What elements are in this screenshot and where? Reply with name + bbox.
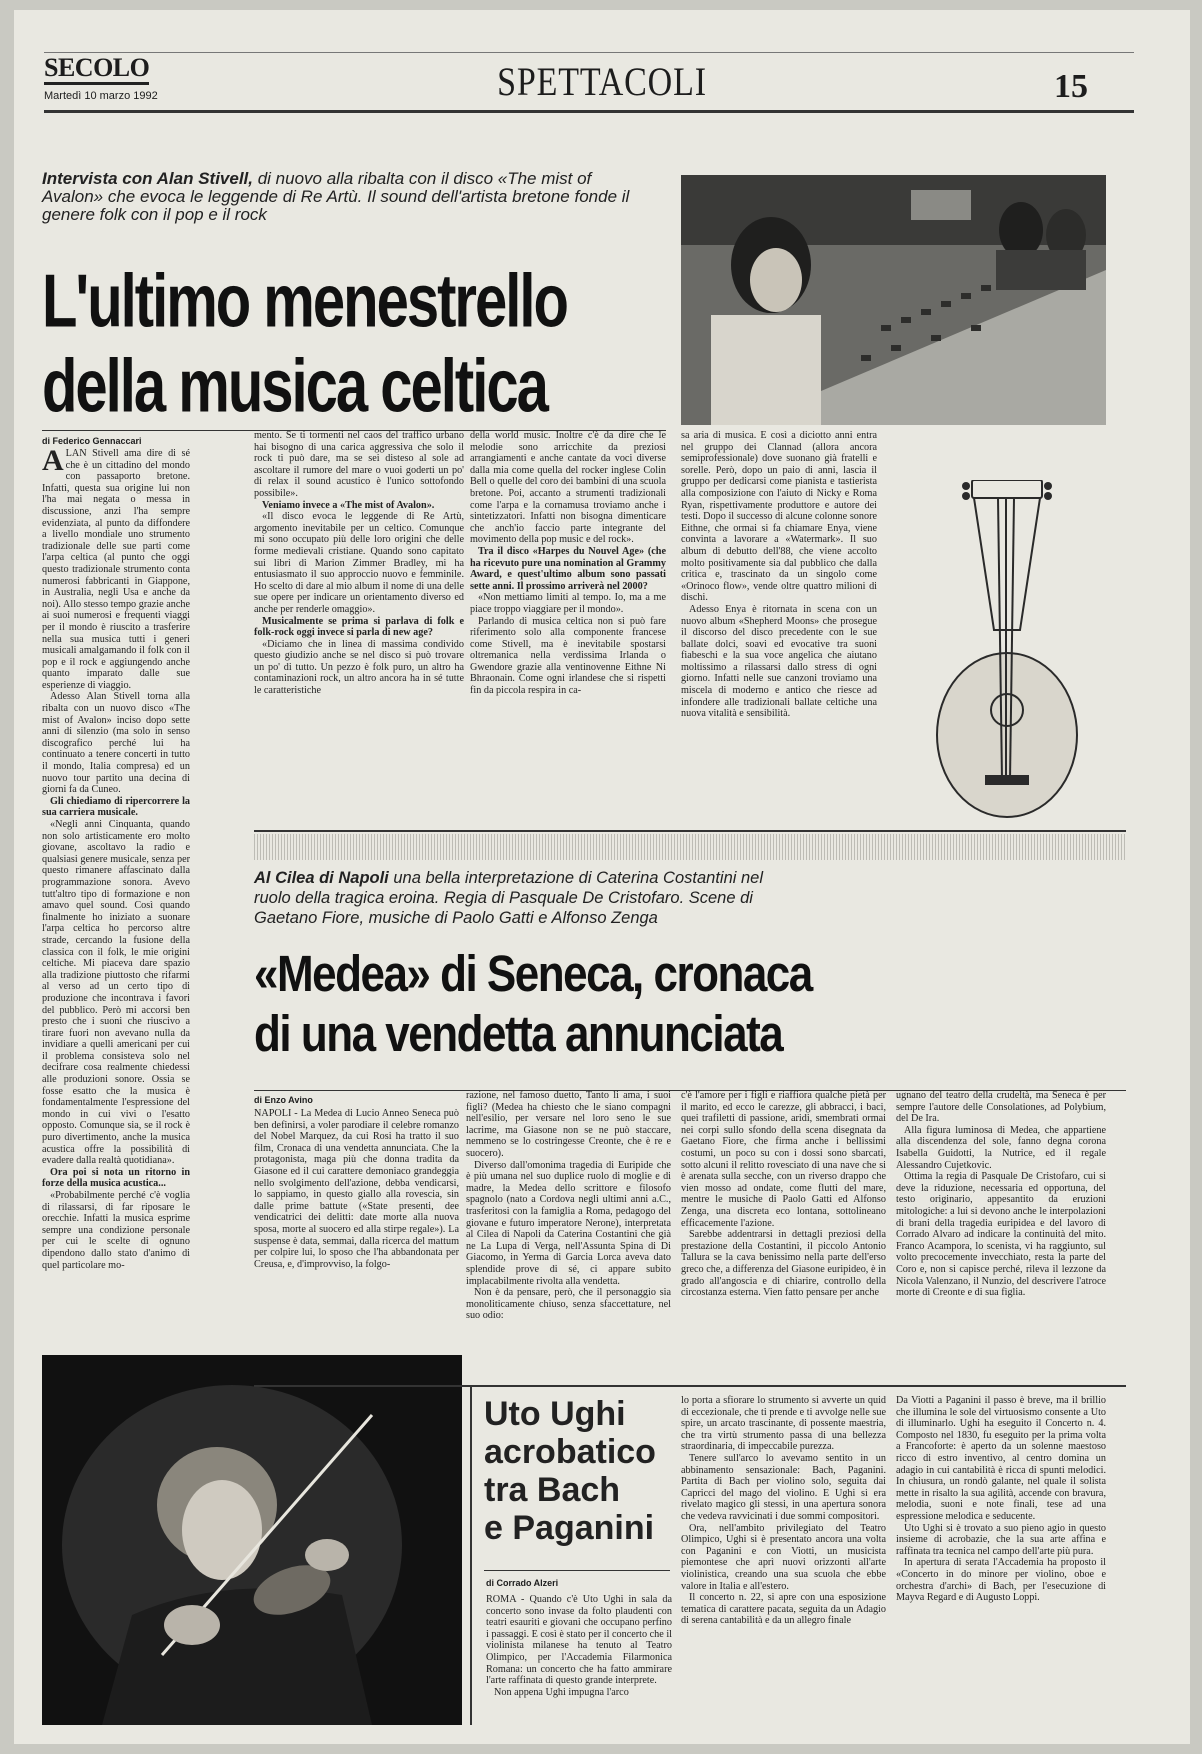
article1-headline-line1: L'ultimo menestrello (42, 258, 567, 344)
article2-col1 (254, 1108, 459, 1340)
article1-col1-p4: «Probabilmente perché c'è voglia di rilassarsi, di far riposare le orecchie. Infatti la musica esprime sempre una condizione personale per cui le scelte di ognuno dipendono dallo stato d'animo di quel particolare mo- (42, 1190, 190, 1271)
article1-col1-p1: LAN Stivell ama dire di sé che è un cittadino del mondo con passaporto bretone. Infatti, questa sua origine lui non l'ha mai negata o messa in discussione, anzi l'ha sempre evidenziata, al punto da diffondere a livello mondiale uno strumento tradizionale delle sue parti come l'arpa celtica (al punto che oggi questo tradizionale strumento conta numerosi fabbricanti in Giappone, in Australia, negli Usa e anche da noi). Allo stesso tempo grazie anche ai suoi numerosi e frequenti viaggi per il mondo è riuscito a trasferire nella sua musica tutti i generi musicali amalgamando il folk con il pop e il rock e aggiungendo anche quanto imparato dalle sue esperienze di viaggio. (42, 448, 190, 691)
article3-col2-p1: lo porta a sfiorare lo strumento si avverte un quid di eccezionale, che ti prende e ti avvolge nelle sue spire, un arcato trascinante, di possente maestria, che tra virtù strumento passa di una bellezza straordinaria, di impeccabile purezza. (681, 1395, 886, 1453)
article3-top-rule (254, 1385, 1126, 1387)
article1-col1-p3: «Negli anni Cinquanta, quando non solo artisticamente ero molto giovane, ascoltavo la radio e qualsiasi genere musicale, senza per questo rimanere affascinato dalla programmazione sonora. Avevo tutt'altro tipo di formazione e non amavo quel sound. Così quando finalmente ho iniziato a suonare l'arpa celtica ho percorso altre strade, cercando la fusione della classica con il folk, le mie origini celtiche. Mi piaceva dare spazio alla tradizione piuttosto che rifarmi al verso ad un certo tipo di produzione che incontrava i favori del pubblico. Però mi accorsi ben presto che i suoni che riuscivo a tirare fuori non avevano nulla da invidiare a quelli americani per cui il problema consisteva solo nel decifrare cosa realmente chiedessi alle produzioni sonore. Ossia se fosse esatto che la musica è fondamentalmente l'espressione del mondo in cui vivi o l'esatto opposto. Comunque sia, se il rock è puro divertimento, anche la musica acustica offre la possibilità di evadere dalla realtà quotidiana». (42, 819, 190, 1167)
article2-byline: di Enzo Avino (254, 1095, 313, 1105)
article2-kicker-lead: Al Cilea di Napoli (254, 869, 389, 887)
article2-shaded-band (254, 834, 1126, 860)
article2-col2-p3: Non è da pensare, però, che il personaggio sia monoliticamente chiuso, senza sfaccettature, nel suo odio: (466, 1287, 671, 1322)
article2-kicker (254, 868, 794, 928)
article2-col2 (466, 1090, 671, 1380)
article3-col2-p4: Il concerto n. 22, si apre con una esposizione tematica di carattere pacata, seguita da un Adagio di serena cantabilità e da un allegro finale (681, 1592, 886, 1627)
article1-col4-p1: sa aria di musica. E così a diciotto anni entra nel gruppo dei Clannad (allora ancora semiprofessionale) dove suonano già fratelli e sorelle. Però, dopo un paio di anni, lascia il gruppo per dedicarsi come pianista e tastierista alla composizione con l'aiuto di Nicky e Roma Ryan, rispettivamente produttore e autore dei testi. Dopo il successo di alcune colonne sonore Eithne, che ormai si fa chiamare Enya, viene convinta a lavorare a «Watermark». Il suo album di debutto dell'88, che viene accolto molto positivamente sia dal pubblico che dalla critica e, trascinato da un singolo come «Orinoco flow», vende oltre quattro milioni di dischi. (681, 430, 877, 604)
article1-headline-line2: della musica celtica (42, 343, 547, 429)
article3-headline-line1: Uto Ughi (484, 1395, 626, 1433)
article1-col3-p1: della world music. Inoltre c'è da dire che le melodie sono arricchite da preziosi arrangiamenti e anche cantate da voci diverse dalla mia come quella del rocker inglese Colin Bell o quelle del coro dei bambini di una scuola bretone. Poi, accanto a strumenti tradizionali come l'arpa e la cornamusa troviamo anche i sintetizzatori. Infatti non bisogna dimenticare che anch'io faccio parte integrante del movimento della pop music e del rock». (470, 430, 666, 546)
article3-col2-p3: Ora, nell'ambito privilegiato del Teatro Olimpico, Ughi si è presentato ancora una volta con Paganini e con Viotti, un musicista piemontese che aprì nuovi orizzonti all'arte violinistica, creando una sua scuola che ebbe valore in Italia e all'estero. (681, 1522, 886, 1592)
article2-headline-line1: «Medea» di Seneca, cronaca (254, 946, 812, 1003)
article1-col2-p3: «Diciamo che in linea di massima condivido questo giudizio anche se nel disco si può trovare un po' di tutto. Un pezzo è folk puro, un altro ha contaminazioni rock, un altro ancora ha in sé tutte le caratteristiche (254, 638, 464, 697)
top-rule (44, 52, 1134, 53)
violinist-photo (42, 1355, 462, 1725)
article3-col1 (486, 1594, 672, 1726)
article1-question3: Musicalmente se prima si parlava di folk e folk-rock oggi invece si parla di new age? (254, 615, 464, 639)
article1-dropcap: A (42, 448, 64, 477)
article3-byline: di Corrado Alzeri (486, 1578, 559, 1588)
article1-kicker-rest: di nuovo alla ribalta con il disco «The mist of Avalon» che evoca le leggende di Re Artù. Il sound dell'artista bretone fonde il genere folk con il pop e il rock (42, 169, 630, 224)
article2-col2-p2: Diverso dall'omonima tragedia di Euripide che è più umana nel suo duplice ruolo di moglie e di madre, la Medea dello scrittore e filosofo spagnolo (nato a Cordova negli ultimi anni a.C., trasferitosi con la famiglia a Roma, pedagogo del giovane e futuro imperatore Nerone), interpretata al Cilea di Napoli da Caterina Costantini che già ne La Lupa di Verga, nell'Assunta Spina di Di Giacomo, in Yerma di Garcia Lorca aveva dato splendide prove di sé, ci appare subito implacabilmente rivolta alla vendetta. (466, 1159, 671, 1287)
article1-col4 (681, 430, 877, 822)
article2-col1-p1: NAPOLI - La Medea di Lucio Anneo Seneca può ben definirsi, a voler parodiare il celebre romanzo del Nobel Marquez, da cui Rosi ha tratto il suo film, Cronaca di una vendetta annunciata. Che la protagonista, maga più che donna tradita da Giasone ed il cui carattere demoniaco grandeggia nello svolgimento dell'azione, debba vendicarsi, lo sappiamo, in questo giallo alla rovescia, sin dalle prime battute («State presenti, dee vendicatrici dei delitti: date morte alla nuova sposa, morte al suocero ed alla stirpe regale»). La suspense è data, semmai, dalla ricerca del mattum per colpire lui, lo sposo che l'ha abbandonata per Creusa, e, d'improvviso, la folgo- (254, 1108, 459, 1270)
article3-col1-p2: Non appena Ughi impugna l'arco (494, 1686, 629, 1698)
article1-col2-p2: «Il disco evoca le leggende di Re Artù, argomento inevitabile per un celtico. Comunque mi sono occupato più delle loro origini che delle forme medievali cristiane. Quando sono capitato sui libri di Marion Zimmer Bradley, mi ha entusiasmato il suo approccio nuovo e femminile. Ho scelto di dare al mio album il nome di una delle sue opere per indicare un orientamento diverso ed anche per renderle omaggio». (254, 511, 464, 615)
article3-col1-p1: ROMA - Quando c'è Uto Ughi in sala da concerto sono invase da folto plaudenti con teatri esauriti e giovani che occupano perfino i passaggi. E così è stato per il concerto che il violinista milanese ha tenuto al Teatro Olimpico, per l'Accademia Filarmonica Romana: un concerto che ha fatto ammirare l'arte raffinata di questo grande interprete. (486, 1594, 672, 1687)
section-title: SPETTACOLI (497, 59, 707, 104)
article2-col3-p1: c'è l'amore per i figli e riaffiora qualche pietà per il marito, ed ecco le carezze, gli abbracci, i baci, quei trafiletti di passione, aridi, smembrati ormai nei corpi sullo sfondo della scena disegnata da Gaetano Fiore, che firma anche i bellissimi costumi, un poco su con i dossi sono sbarcati, sotto alcuni il relitto rovesciato di una nave che si è arenata sulla secche, con un riverso drappo che vien mosso ad ondate, come flutti del mare, mentre le musiche di Paolo Gatti ed Alfonso Zenga, una discreta eco lontana, sottolineano efficacemente l'azione. (681, 1090, 886, 1229)
article3-headline-line2: acrobatico (484, 1433, 656, 1471)
article2-col4-p2: Alla figura luminosa di Medea, che appartiene alla discendenza del sole, fanno degna corona Isabella Guidotti, la Nutrice, ed il regale Alessandro Cujetkovic. (896, 1124, 1106, 1171)
lute-illustration (894, 480, 1104, 820)
masthead-paper-name: SECOLO (44, 54, 149, 85)
article2-col3-p2: Sarebbe addentrarsi in dettagli preziosi della prestazione della Costantini, il piccolo Antonio Tallura se la cava benissimo nella parte dell'erso greco che, a differenza del Giasone euripideo, è in grado all'angoscia e di chiarire, controllo della circostanza esterna. Vien fatto pensare per anche (681, 1229, 886, 1299)
article2-col4 (896, 1090, 1106, 1380)
article2-col2-p1: razione, nel famoso duetto, Tanto li ama, i suoi figli? (Medea ha chiesto che le siano compagni nell'esilio, per versare nel loro seno le sue lacrime, ma Giasone non se ne può staccare, nemmeno se lo costringesse Creonte, che è re e suocero). (466, 1090, 671, 1159)
article2-col4-p1: ugnano del teatro della crudeltà, ma Seneca è per sempre l'autore delle Consolationes, ad Polybium, del De Ira. (896, 1090, 1106, 1125)
violinist-photo-drawing (42, 1355, 462, 1725)
article3-col3-p1: Da Viotti a Paganini il passo è breve, ma il brillio che illumina le sole del virtuosismo consente a Uto di illuminarlo. Ughi ha eseguito il Concerto n. 4. Composto nel 1830, fu eseguito per la prima volta a Francoforte: è aperto da un solenne maestoso ricco di estro inventivo, al centro domina un adagio in cui cantabilità è ricca di spunti melodici. In chiusura, un rondò galante, nel quale il solista mette in risalto la sua agilità, accende con bravura, melodia, suoni e note finali, tese ad una espressione melodica e seducente. (896, 1395, 1106, 1522)
article1-kicker (42, 170, 632, 224)
article3-col3-p2: Uto Ughi si è trovato a suo pieno agio in questo insieme di acrobazie, che la sua arte affina e raffinata tra tecnica nel campo dell'arte più pura. (896, 1522, 1106, 1557)
article3-headline (484, 1395, 674, 1547)
lute-drawing (894, 480, 1104, 820)
newspaper-page (14, 10, 1190, 1744)
article1-col1 (42, 448, 190, 1350)
article3-left-rule (470, 1385, 472, 1725)
article1-col3-p2: «Non mettiamo limiti al tempo. Io, ma a me piace troppo viaggiare per il mondo». (470, 592, 666, 615)
article1-question2: Veniamo invece a «The mist of Avalon». (262, 499, 435, 511)
studio-photo (681, 175, 1106, 425)
article1-kicker-lead: Intervista con Alan Stivell, (42, 169, 253, 188)
article2-headline-line2: di una vendetta annunciata (254, 1006, 783, 1063)
article2-kicker-rest: una bella interpretazione di Caterina Costantini nel ruolo della tragica eroina. Regia di Pasquale De Cristofaro. Scene di Gaetano Fiore, musiche di Paolo Gatti e Alfonso Zenga (254, 869, 764, 927)
masthead-date: Martedì 10 marzo 1992 (44, 90, 158, 102)
article3-headline-line3: tra Bach (484, 1471, 621, 1509)
article3-col3-p3: In apertura di serata l'Accademia ha proposto il «Concerto in do minore per violino, oboe e orchestra d'archi» di Bach, per l'esecuzione di Mayva Regard e di Augusto Loppi. (896, 1557, 1106, 1604)
page-number: 15 (1054, 68, 1088, 105)
article3-col2 (681, 1395, 886, 1725)
article1-byline: di Federico Gennaccari (42, 436, 142, 446)
article1-col3-q: Tra il disco «Harpes du Nouvel Age» (che ha ricevuto pure una nomination al Grammy Award, e quest'ultimo album sono passati sette anni. Il prossimo arriverà nel 2000? (470, 545, 666, 592)
article2-top-rule (254, 830, 1126, 832)
article1-col4-p2: Adesso Enya è ritornata in scena con un nuovo album «Shepherd Moons» che prosegue il discorso del disco precedente con le sue ballate dolci, soavi ed evocative tra suoni fiabeschi e la sua voce angelica che aiutano moltissimo a rilassarsi dallo stress di ogni giorno. Infatti nelle sue canzoni troviamo una miscela di moderno e antico che riesce ad infondere alle tradizionali ballate celtiche una nuova vitalità e sensibilità. (681, 603, 877, 720)
article3-headline-line4: e Paganini (484, 1509, 655, 1547)
article1-col2 (254, 430, 464, 822)
article3-col3 (896, 1395, 1106, 1725)
article1-question4: Ora poi si nota un ritorno in forze della musica acustica... (42, 1166, 190, 1190)
article2-col3 (681, 1090, 886, 1380)
article3-byline-rule (484, 1570, 670, 1571)
article2-col4-p3: Ottima la regia di Pasquale De Cristofaro, cui si deve la riduzione, necessaria ed opportuna, del testo originario, appesantito da eruzioni mitologiche: a lui si devono anche le interpolazioni di brani della tragedia euripidea e del lavoro di Corrado Alvaro ad indicare la continuità del mito. Franco Acampora, lo scenista, vi ha raggiunto, sul volto precocemente invecchiato, resta la parte del Coro e, non si capisce perché, rileva il lezzone da Nicola Valenzano, il Nunzio, del descrivere l'atroce morte di Creonte e di sua figlia. (896, 1171, 1106, 1299)
article1-col3 (470, 430, 666, 822)
article1-col1-p2: Adesso Alan Stivell torna alla ribalta con un nuovo disco «The mist of Avalon» inciso dopo sette anni di silenzio (ma solo in senso discografico perché lui ha continuato a tenere concerti in tutto il mondo, Italia compresa) ed un nuovo tour partito una decina di giorni fa da Cuneo. (42, 691, 190, 796)
studio-photo-drawing (681, 175, 1106, 425)
masthead-rule (44, 110, 1134, 113)
article1-col3-p3: Parlando di musica celtica non si può fare riferimento solo alla componente francese come Stivell, ma è inevitabile spostarsi oltremanica nella verdissima Irlanda o Gwendore grazie alla ventinovenne Eithne Ni Bhraonain. Come ogni irlandese che si rispetti fin da piccola respira in ca- (470, 615, 666, 697)
article3-col2-p2: Tenere sull'arco lo avevamo sentito in un abbinamento sensazionale: Bach, Paganini. Partita di Bach per violino solo, seguita dai Capricci del mago del violino. E Ughi si era rivelato magico gli stessi, in una apertura sonora che vedeva ravvicinati i due sommi compositori. (681, 1452, 886, 1522)
article1-col2-p1: mento. Se ti tormenti nel caos del traffico urbano hai bisogno di una carica aggressiva che solo il rock ti può dare, ma se sei disteso al sole ad ascoltare il rumore del mare o vuoi goderti un po' di relax il sound acustico è l'unico sottofondo possibile». (254, 430, 464, 499)
article1-question1: Gli chiediamo di ripercorrere la sua carriera musicale. (42, 795, 190, 819)
